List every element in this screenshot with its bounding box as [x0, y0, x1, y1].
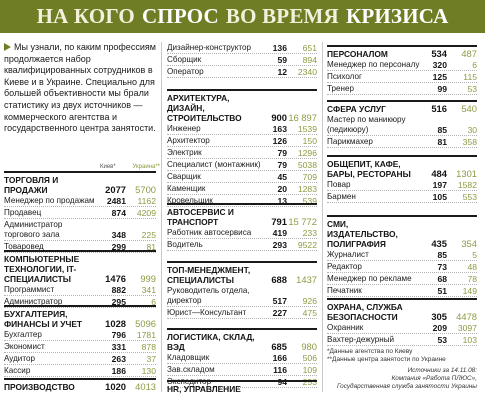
- title-part-1: НА КОГО: [36, 4, 135, 28]
- group-header: [4, 380, 156, 392]
- row-label: Сварщик: [167, 172, 201, 182]
- row-ukraine: 506: [302, 353, 317, 363]
- group-header: [167, 91, 317, 123]
- table-row: [4, 195, 156, 207]
- group-title: БУХГАЛТЕРИЯ, ФИНАНСЫ И УЧЕТ: [4, 309, 83, 329]
- row-kiev: 874: [111, 208, 126, 218]
- row-label: Редактор: [327, 262, 362, 272]
- group-kiev-value: 1020: [105, 381, 126, 392]
- title-part-4: КРИЗИСА: [345, 4, 449, 28]
- group-header: [167, 330, 317, 352]
- group-kiev-value: 1028: [105, 318, 126, 329]
- table-row: [327, 71, 477, 83]
- table-row: [327, 114, 477, 136]
- group-ukraine-value: 5700: [135, 184, 156, 195]
- row-ukraine: 878: [141, 342, 156, 352]
- group-kiev-value: 484: [431, 168, 447, 179]
- table-row: [327, 59, 477, 71]
- group-ukraine-value: 540: [461, 103, 477, 114]
- group-production: [4, 378, 156, 392]
- row-kiev: 79: [277, 148, 287, 158]
- group-kiev-value: 1476: [105, 273, 126, 284]
- group-header: [167, 382, 317, 394]
- group-ukraine-value: 4478: [456, 311, 477, 322]
- row-label: Водитель: [167, 240, 203, 250]
- row-kiev: 105: [432, 192, 447, 202]
- table-row: [167, 227, 317, 239]
- row-kiev: 94: [277, 377, 287, 387]
- group-kiev-value: 516: [431, 103, 447, 114]
- row-label: Менеджер по продажам: [4, 196, 95, 206]
- row-label: Повар: [327, 180, 351, 190]
- row-ukraine: 709: [302, 172, 317, 182]
- group-catering: [327, 155, 477, 203]
- row-ukraine: 103: [462, 335, 477, 345]
- row-kiev: 45: [277, 172, 287, 182]
- title-part-2: СПРОС: [141, 4, 219, 28]
- row-ukraine: 1582: [457, 180, 477, 190]
- table-row: [4, 219, 156, 241]
- table-row: [4, 365, 156, 377]
- table-row: [4, 341, 156, 353]
- row-kiev: 209: [432, 323, 447, 333]
- table-row: [167, 54, 317, 66]
- row-kiev: 197: [432, 180, 447, 190]
- group-auto: [167, 203, 317, 251]
- row-ukraine: 37: [146, 354, 156, 364]
- group-header: [4, 252, 156, 284]
- table-row: [167, 239, 317, 251]
- group-header: [4, 173, 156, 195]
- row-kiev: 882: [111, 285, 126, 295]
- group-header: [4, 307, 156, 329]
- group-title: ОБЩЕПИТ, КАФЕ, БАРЫ, РЕСТОРАНЫ: [327, 159, 411, 179]
- group-kiev-value: 305: [431, 311, 447, 322]
- row-ukraine: 9522: [297, 240, 317, 250]
- table-row: [4, 353, 156, 365]
- row-ukraine: 5038: [297, 160, 317, 170]
- row-kiev: 227: [272, 308, 287, 318]
- group-services: [327, 100, 477, 148]
- table-row: [4, 329, 156, 341]
- footnote-ukraine: **Данные центра занятости по Украине: [327, 356, 446, 363]
- row-label: Сборщик: [167, 55, 202, 65]
- row-kiev: 299: [111, 242, 126, 252]
- column-divider: [322, 42, 323, 392]
- column-3: [327, 42, 477, 387]
- row-kiev: 331: [111, 342, 126, 352]
- row-ukraine: 130: [141, 366, 156, 376]
- table-row: [327, 249, 477, 261]
- source-line-2: Государственная служба занятости Украины: [337, 382, 477, 390]
- group-ukraine-value: 16 897: [288, 112, 317, 123]
- row-kiev: 73: [437, 262, 447, 272]
- group-top-management: [167, 261, 317, 319]
- row-label: Программист: [4, 285, 55, 295]
- row-ukraine: 225: [141, 230, 156, 240]
- group-header: [327, 102, 477, 114]
- row-label: Руководитель отдела, директор: [167, 286, 250, 306]
- row-label: Товаровед: [4, 242, 44, 252]
- row-ukraine: 115: [463, 72, 477, 82]
- group-ukraine-value: 1437: [296, 274, 317, 285]
- row-ukraine: 539: [302, 196, 317, 206]
- group-kiev-value: 534: [431, 48, 447, 59]
- row-ukraine: 894: [302, 55, 317, 65]
- table-row: [167, 147, 317, 159]
- row-label: Работник автосервиса: [167, 228, 252, 238]
- group-kiev-value: 435: [431, 238, 447, 249]
- group-kiev-value: 688: [271, 274, 287, 285]
- row-ukraine: 1539: [297, 124, 317, 134]
- group-architecture: [167, 89, 317, 207]
- row-ukraine: 358: [462, 137, 477, 147]
- group-header: [327, 47, 477, 59]
- row-kiev: 59: [277, 55, 287, 65]
- group-title: HR, УПРАВЛЕНИЕ: [167, 384, 241, 394]
- table-row: [167, 364, 317, 376]
- row-kiev: 419: [272, 228, 287, 238]
- row-kiev: 186: [111, 366, 126, 376]
- table-row: [167, 66, 317, 78]
- row-label: Бармен: [327, 192, 356, 202]
- table-row: [327, 83, 477, 95]
- row-label: Зав.складом: [167, 365, 215, 375]
- row-ukraine: 6: [151, 297, 156, 307]
- row-ukraine: 253: [302, 377, 317, 387]
- group-ukraine-value: 354: [461, 238, 477, 249]
- group-security: [327, 298, 477, 346]
- row-kiev: 53: [437, 335, 447, 345]
- table-row: [327, 322, 477, 334]
- table-row: [327, 273, 477, 285]
- row-kiev: 295: [111, 297, 126, 307]
- title-part-3: ВО ВРЕМЯ: [225, 4, 339, 28]
- group-kiev-value: 685: [271, 341, 287, 352]
- row-label: Юрист—Консультант: [167, 308, 247, 318]
- row-label: Продавец: [4, 208, 42, 218]
- row-label: Экономист: [4, 342, 45, 352]
- row-kiev: 136: [272, 43, 287, 53]
- row-label: Экспедитор: [167, 377, 212, 387]
- row-label: Мастер по маникюру (педикюру): [327, 115, 406, 135]
- row-kiev: 166: [272, 353, 287, 363]
- row-label: Электрик: [167, 148, 202, 158]
- row-kiev: 85: [437, 250, 447, 260]
- row-label: Психолог: [327, 72, 362, 82]
- group-title: СМИ, ИЗДАТЕЛЬСТВО, ПОЛИГРАФИЯ: [327, 219, 398, 249]
- row-ukraine: 149: [462, 286, 477, 296]
- row-label: Кассир: [4, 366, 31, 376]
- row-label: Архитектор: [167, 136, 210, 146]
- row-label: Администратор: [4, 297, 63, 307]
- group-finance: [4, 305, 156, 377]
- table-row: [167, 135, 317, 147]
- row-kiev: 263: [111, 354, 126, 364]
- intro-body: Мы узнали, по каким профессиям продолжается набор квалифицированных сотрудников в Киеве и в Украине. Специально для большей объективности мы брали статистику из двух источников — коммерческого агентства и государственного центра занятости.: [4, 42, 156, 134]
- group-hr: [167, 380, 317, 394]
- group-title: АРХИТЕКТУРА, ДИЗАЙН, СТРОИТЕЛЬСТВО: [167, 93, 242, 123]
- row-kiev: 125: [432, 72, 447, 82]
- row-ukraine: 233: [302, 228, 317, 238]
- row-kiev: 796: [111, 330, 126, 340]
- row-label: Тренер: [327, 84, 354, 94]
- row-kiev: 116: [273, 365, 287, 375]
- group-header: [327, 157, 477, 179]
- row-label: Менеджер по персоналу: [327, 60, 420, 70]
- table-row: [327, 285, 477, 297]
- row-ukraine: 341: [141, 285, 156, 295]
- row-kiev: 20: [277, 184, 287, 194]
- row-ukraine: 30: [467, 125, 477, 135]
- row-label: Администратор торгового зала: [4, 220, 63, 240]
- row-kiev: 320: [432, 60, 447, 70]
- row-ukraine: 81: [146, 242, 156, 252]
- table-row: [167, 285, 317, 307]
- group-logistics: [167, 328, 317, 388]
- group-ukraine-value: 1301: [456, 168, 477, 179]
- group-title: ОХРАНА, СЛУЖБА БЕЗОПАСНОСТИ: [327, 302, 403, 322]
- footnote-kiev: *Данные агентства по Киеву: [327, 348, 413, 355]
- table-row: [167, 171, 317, 183]
- row-ukraine: 2340: [297, 67, 317, 77]
- table-row: [167, 42, 317, 54]
- column-divider: [161, 42, 162, 392]
- group-kiev-value: 791: [271, 216, 287, 227]
- row-ukraine: 4209: [136, 208, 156, 218]
- group-title: ПЕРСОНАЛОМ: [327, 49, 388, 59]
- row-ukraine: 6: [472, 60, 477, 70]
- column-1: [4, 42, 160, 392]
- row-ukraine: 53: [467, 84, 477, 94]
- source-date: Источники за 14.11.08:: [407, 367, 477, 374]
- row-kiev: 79: [277, 160, 287, 170]
- group-it: [4, 250, 156, 308]
- table-row: [327, 179, 477, 191]
- row-ukraine: 926: [302, 296, 317, 306]
- row-kiev: 81: [437, 137, 447, 147]
- row-ukraine: 1162: [137, 196, 156, 206]
- group-trade: [4, 171, 156, 253]
- group-title: СФЕРА УСЛУГ: [327, 104, 386, 114]
- triangle-bullet-icon: [4, 43, 11, 51]
- table-row: [327, 136, 477, 148]
- group-ukraine-value: 487: [461, 48, 477, 59]
- row-kiev: 126: [272, 136, 287, 146]
- intro-text: [4, 42, 156, 135]
- row-label: Печатник: [327, 286, 362, 296]
- group-ukraine-value: 4013: [135, 381, 156, 392]
- group-kiev-value: 900: [271, 112, 287, 123]
- row-label: Вахтер-дежурный: [327, 335, 395, 345]
- row-kiev: 99: [437, 84, 447, 94]
- group-kiev-value: 2077: [105, 184, 126, 195]
- legend: [100, 163, 160, 171]
- row-ukraine: 475: [302, 308, 317, 318]
- row-ukraine: 651: [302, 43, 317, 53]
- group-ukraine-value: 980: [301, 341, 317, 352]
- title-banner: [0, 0, 485, 33]
- footnotes: [327, 348, 477, 364]
- source-note: [327, 367, 477, 390]
- table-row: [327, 191, 477, 203]
- row-ukraine: 48: [467, 262, 477, 272]
- table-row: [327, 334, 477, 346]
- row-ukraine: 5: [472, 250, 477, 260]
- row-kiev: 85: [437, 125, 447, 135]
- table-row: [167, 159, 317, 171]
- row-label: Парикмахер: [327, 137, 373, 147]
- column-2: [167, 42, 317, 394]
- group-ukraine-value: 15 772: [288, 216, 317, 227]
- group-header: [167, 263, 317, 285]
- group-media: [327, 215, 477, 297]
- group-personnel: [327, 45, 477, 95]
- table-row: [4, 284, 156, 296]
- table-row: [167, 183, 317, 195]
- row-label: Бухгалтер: [4, 330, 42, 340]
- row-label: Дизайнер-конструктор: [167, 43, 251, 53]
- group-ukraine-value: 999: [140, 273, 156, 284]
- table-row: [167, 352, 317, 364]
- row-kiev: 51: [437, 286, 447, 296]
- row-label: Охранник: [327, 323, 364, 333]
- row-ukraine: 78: [467, 274, 477, 284]
- row-ukraine: 1296: [297, 148, 317, 158]
- row-label: Кладовщик: [167, 353, 210, 363]
- row-kiev: 293: [272, 240, 287, 250]
- group-title: ТОП-МЕНЕДЖМЕНТ, СПЕЦИАЛИСТЫ: [167, 265, 251, 285]
- table-row: [167, 307, 317, 319]
- source-line-1: Компания «Работа ПЛЮС»,: [391, 374, 477, 382]
- row-kiev: 13: [277, 196, 287, 206]
- row-label: Оператор: [167, 67, 204, 77]
- row-ukraine: 109: [302, 365, 317, 375]
- row-label: Журналист: [327, 250, 369, 260]
- group-design: [167, 42, 317, 78]
- row-label: Специалист (монтажник): [167, 160, 261, 170]
- group-header: [327, 300, 477, 322]
- row-kiev: 12: [277, 67, 287, 77]
- group-title: ПРОИЗВОДСТВО: [4, 382, 75, 392]
- legend-kiev: Киев*: [100, 164, 116, 170]
- group-ukraine-value: 5096: [135, 318, 156, 329]
- row-ukraine: 3097: [457, 323, 477, 333]
- row-kiev: 68: [437, 274, 447, 284]
- row-ukraine: 1283: [297, 184, 317, 194]
- group-header: [327, 217, 477, 249]
- row-label: Кровельщик: [167, 196, 213, 206]
- row-ukraine: 150: [302, 136, 317, 146]
- table-row: [4, 207, 156, 219]
- row-kiev: 517: [272, 296, 287, 306]
- row-kiev: 348: [111, 230, 126, 240]
- table-row: [167, 123, 317, 135]
- group-header: [167, 205, 317, 227]
- row-kiev: 2481: [106, 196, 126, 206]
- row-label: Каменщик: [167, 184, 206, 194]
- row-ukraine: 1781: [136, 330, 156, 340]
- group-title: АВТОСЕРВИС И ТРАНСПОРТ: [167, 207, 234, 227]
- group-title: КОМПЬЮТЕРНЫЕ ТЕХНОЛОГИИ, IT-СПЕЦИАЛИСТЫ: [4, 254, 80, 284]
- row-label: Инженер: [167, 124, 201, 134]
- row-label: Менеджер по рекламе: [327, 274, 412, 284]
- legend-ukraine: Украина**: [132, 164, 160, 170]
- group-title: ЛОГИСТИКА, СКЛАД, ВЭД: [167, 332, 255, 352]
- row-kiev: 163: [272, 124, 287, 134]
- group-title: ТОРГОВЛЯ И ПРОДАЖИ: [4, 175, 59, 195]
- table-row: [327, 261, 477, 273]
- row-ukraine: 553: [462, 192, 477, 202]
- row-label: Аудитор: [4, 354, 35, 364]
